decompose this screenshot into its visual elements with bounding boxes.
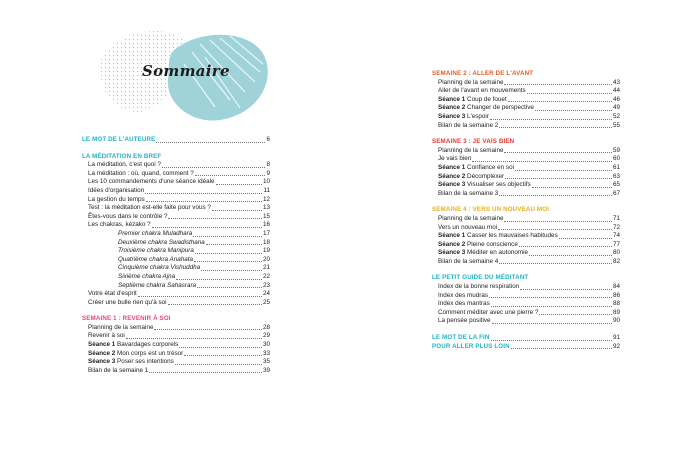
page-number: 28 <box>262 323 270 331</box>
entry-label: Séance 2 Mon corps est un trésor <box>88 349 184 357</box>
toc-row[interactable] <box>438 258 620 267</box>
dot-leader <box>504 152 612 153</box>
page-number: 90 <box>612 317 620 325</box>
dot-leader <box>504 221 612 222</box>
entry-label: Planning de la semaine <box>438 146 504 154</box>
entry-label: Séance 1 Confiance en soi <box>438 163 514 171</box>
page-number: 30 <box>262 341 270 349</box>
page-number: 15 <box>262 212 270 220</box>
entry-label: La gestion du temps <box>88 195 145 203</box>
page-number: 22 <box>262 272 270 280</box>
dot-leader <box>532 187 612 188</box>
entry-label: Séance 3 Méditer en autonomie <box>438 249 528 257</box>
entry-label: Séance 1 Coup de fouet <box>438 95 507 103</box>
section-title: LE MOT DE LA FIN <box>432 334 490 342</box>
dot-leader <box>505 178 612 179</box>
dot-leader <box>146 201 262 202</box>
entry-label: Sixième chakra Ajna <box>118 272 176 280</box>
toc-row[interactable] <box>88 299 270 308</box>
toc-section-week4 <box>432 206 620 266</box>
toc-row[interactable] <box>432 334 620 343</box>
toc-row-chakra[interactable] <box>88 239 270 248</box>
page-number: 18 <box>262 238 270 246</box>
dot-leader <box>195 175 266 176</box>
toc-row[interactable] <box>88 341 270 350</box>
entry-label: Séance 2 Changer de perspective <box>438 104 534 112</box>
toc-row[interactable] <box>88 332 270 341</box>
section-items <box>82 324 270 376</box>
entry-label: La pensée positive <box>438 317 491 325</box>
toc-row[interactable] <box>438 173 620 182</box>
entry-label: Comment méditer avec une pierre ? <box>438 308 539 316</box>
entry-label: Votre état d'esprit <box>88 290 137 298</box>
toc-row[interactable] <box>88 196 270 205</box>
entry-label: Les chakras, kézako ? <box>88 221 151 229</box>
page-number: 65 <box>612 181 620 189</box>
toc-row[interactable] <box>88 221 270 230</box>
entry-label: Idées d'organisation <box>88 186 145 194</box>
right-page <box>350 0 700 450</box>
page-number: 19 <box>262 247 270 255</box>
dot-leader <box>519 246 612 247</box>
page-number: 39 <box>262 366 270 374</box>
page-number: 59 <box>612 146 620 154</box>
toc-row[interactable] <box>88 161 270 170</box>
toc-section-guide <box>432 274 620 326</box>
toc-row-chakra[interactable] <box>88 256 270 265</box>
dot-leader <box>201 270 262 271</box>
toc-row-chakra[interactable] <box>88 273 270 282</box>
dot-leader <box>491 306 612 307</box>
page-number: 86 <box>612 291 620 299</box>
entry-label: La méditation, c'est quoi ? <box>88 161 161 169</box>
toc-row[interactable] <box>438 190 620 199</box>
entry-label: Troisième chakra Manipura <box>118 247 194 255</box>
section-items <box>432 79 620 131</box>
entry-label: Test : la méditation est-elle faite pour vous ? <box>88 204 211 212</box>
page-number: 89 <box>612 308 620 316</box>
section-title: LE MOT DE L'AUTEURE <box>82 136 156 143</box>
entry-label: Planning de la semaine <box>438 214 504 222</box>
entry-label: Revenir à soi <box>88 332 125 340</box>
dot-leader <box>175 364 262 365</box>
page-number: 77 <box>612 240 620 248</box>
page-number: 9 <box>266 169 270 177</box>
toc-row[interactable] <box>438 96 620 105</box>
section-title: SEMAINE 1 : REVENIR À SOI <box>82 315 171 323</box>
toc-row[interactable] <box>88 187 270 196</box>
entry-label: Séance 1 Bavardages corporels <box>88 341 179 349</box>
toc-row-chakra[interactable] <box>88 247 270 256</box>
dot-leader <box>184 355 262 356</box>
toc-row[interactable] <box>438 79 620 88</box>
toc-row[interactable] <box>82 136 270 145</box>
dot-leader <box>535 110 612 111</box>
dot-leader <box>529 255 612 256</box>
entry-label: Êtes-vous dans le contrôle ? <box>88 212 168 220</box>
toc-row[interactable] <box>438 232 620 241</box>
dot-leader <box>499 263 612 264</box>
entry-label: Séance 3 Poser ses intentions <box>88 358 174 366</box>
page-number: 25 <box>262 298 270 306</box>
toc-row[interactable] <box>438 87 620 96</box>
dot-leader <box>206 244 262 245</box>
toc-row[interactable] <box>438 147 620 156</box>
toc-row[interactable] <box>438 155 620 164</box>
entry-label: Séance 3 L'espoir <box>438 112 489 120</box>
toc-section-week2 <box>432 70 620 130</box>
section-items <box>432 215 620 267</box>
dot-leader <box>152 227 262 228</box>
toc-row[interactable] <box>438 309 620 318</box>
entry-label: Séance 2 Pleine conscience <box>438 240 518 248</box>
toc-row[interactable] <box>88 213 270 222</box>
dot-leader <box>168 304 262 305</box>
toc-row-chakra[interactable] <box>88 264 270 273</box>
toc-row[interactable] <box>438 224 620 233</box>
dot-leader <box>527 93 612 94</box>
dot-leader <box>145 193 262 194</box>
entry-label: La méditation : où, quand, comment ? <box>88 169 194 177</box>
dot-leader <box>490 119 612 120</box>
dot-leader <box>168 218 262 219</box>
section-items <box>432 147 620 199</box>
entry-label: Créer une bulle rien qu'à soi <box>88 298 167 306</box>
toc-row[interactable] <box>88 178 270 187</box>
page-number: 72 <box>612 223 620 231</box>
dot-leader <box>195 253 262 254</box>
entry-label: Index des mudras <box>438 291 489 299</box>
page-number: 23 <box>262 281 270 289</box>
dot-leader <box>559 238 612 239</box>
section-title: SEMAINE 3 : JE VAIS BIEN <box>432 138 515 146</box>
toc-row[interactable] <box>88 324 270 333</box>
page-number: 84 <box>612 283 620 291</box>
page-title: Sommaire <box>142 62 230 80</box>
dot-leader <box>489 297 612 298</box>
page-number: 35 <box>262 358 270 366</box>
section-title: POUR ALLER PLUS LOIN <box>432 342 510 350</box>
entry-label: Les 10 commandements d'une séance idéale <box>88 178 215 186</box>
toc-row[interactable] <box>438 164 620 173</box>
page-number: 43 <box>612 78 620 86</box>
toc-row[interactable] <box>88 367 270 376</box>
section-items <box>432 283 620 326</box>
toc-row[interactable] <box>438 104 620 113</box>
toc-row[interactable] <box>438 215 620 224</box>
dot-leader <box>149 372 262 373</box>
toc-section-meditation <box>82 153 270 308</box>
entry-label: Bilan de la semaine 4 <box>438 257 499 265</box>
page-number: 88 <box>612 300 620 308</box>
page-number: 74 <box>612 232 620 240</box>
dot-leader <box>126 338 262 339</box>
page-number: 55 <box>612 121 620 129</box>
dot-leader <box>176 279 262 280</box>
toc-left <box>82 136 270 383</box>
page-number: 6 <box>266 136 270 143</box>
entry-label: Aller de l'avant en mouvements <box>438 87 526 95</box>
entry-label: Planning de la semaine <box>88 323 154 331</box>
page-number: 49 <box>612 104 620 112</box>
toc-row[interactable] <box>438 300 620 309</box>
page-number: 71 <box>612 214 620 222</box>
entry-label: Deuxième chakra Swadisthana <box>118 238 205 246</box>
dot-leader <box>498 229 612 230</box>
page-number: 44 <box>612 87 620 95</box>
entry-label: Index de la bonne respiration <box>438 283 520 291</box>
page-number: 13 <box>262 204 270 212</box>
page-number: 16 <box>262 221 270 229</box>
dot-leader <box>520 289 612 290</box>
dot-leader <box>472 161 612 162</box>
entry-label: Cinquième chakra Vishuddha <box>118 264 201 272</box>
page-number: 8 <box>266 161 270 169</box>
toc-row[interactable] <box>88 170 270 179</box>
page-number: 91 <box>612 334 620 342</box>
dot-leader <box>499 127 612 128</box>
page-number: 63 <box>612 172 620 180</box>
page-number: 24 <box>262 290 270 298</box>
entry-label: Je vais bien <box>438 155 472 163</box>
toc-row[interactable] <box>438 283 620 292</box>
entry-label: Bilan de la semaine 2 <box>438 121 499 129</box>
toc-row[interactable] <box>88 290 270 299</box>
toc-row[interactable] <box>438 317 620 326</box>
toc-row-chakra[interactable] <box>88 282 270 291</box>
toc-section-week3 <box>432 138 620 198</box>
entry-label: Bilan de la semaine 1 <box>88 366 149 374</box>
page-number: 11 <box>263 186 270 194</box>
dot-leader <box>491 340 612 341</box>
dot-leader <box>197 287 262 288</box>
page-number: 67 <box>612 189 620 197</box>
toc-row[interactable] <box>438 181 620 190</box>
dot-leader <box>515 170 612 171</box>
entry-label: Septième chakra Sahasrara <box>118 281 197 289</box>
toc-right <box>432 70 620 359</box>
entry-label: Planning de la semaine <box>438 78 504 86</box>
entry-label: Premier chakra Muladhara <box>118 229 193 237</box>
toc-row[interactable] <box>438 249 620 258</box>
page-number: 46 <box>612 95 620 103</box>
section-title: SEMAINE 4 : VERS UN NOUVEAU MOI <box>432 206 550 214</box>
page-number: 61 <box>612 163 620 171</box>
dot-leader <box>162 167 266 168</box>
page-number: 10 <box>262 178 270 186</box>
page-number: 17 <box>262 229 270 237</box>
dot-leader <box>179 347 262 348</box>
dot-leader <box>492 323 612 324</box>
page-number: 52 <box>612 112 620 120</box>
dot-leader <box>138 296 262 297</box>
page-number: 12 <box>262 195 270 203</box>
dot-leader <box>194 261 262 262</box>
toc-row[interactable] <box>438 113 620 122</box>
toc-row[interactable] <box>438 241 620 250</box>
section-title: LA MÉDITATION EN BREF <box>82 152 162 160</box>
toc-section-intro <box>82 136 270 145</box>
entry-label: Séance 3 Visualiser ses objectifs <box>438 181 531 189</box>
entry-label: Séance 2 Décomplexer <box>438 172 505 180</box>
section-items <box>82 161 270 307</box>
page-number: 80 <box>612 249 620 257</box>
dot-leader <box>504 84 612 85</box>
dot-leader <box>156 142 265 143</box>
toc-row[interactable] <box>88 358 270 367</box>
entry-label: Séance 1 Casser les mauvaises habitudes <box>438 232 558 240</box>
entry-label: Bilan de la semaine 3 <box>438 189 499 197</box>
page-number: 60 <box>612 155 620 163</box>
toc-row[interactable] <box>432 343 620 352</box>
page-number: 20 <box>262 255 270 263</box>
toc-row[interactable] <box>438 122 620 131</box>
dot-leader <box>539 314 612 315</box>
dot-leader <box>511 348 612 349</box>
dot-leader <box>154 329 262 330</box>
toc-section-end <box>432 334 620 351</box>
page-number: 21 <box>262 264 270 272</box>
section-title: SEMAINE 2 : ALLER DE L'AVANT <box>432 70 534 77</box>
section-title: LE PETIT GUIDE DU MÉDITANT <box>432 274 529 282</box>
entry-label: Index des mantras <box>438 300 490 308</box>
toc-row[interactable] <box>88 350 270 359</box>
toc-row[interactable] <box>88 204 270 213</box>
toc-row[interactable] <box>438 292 620 301</box>
page-number: 29 <box>262 332 270 340</box>
entry-label: Vers un nouveau moi <box>438 223 498 231</box>
toc-row-chakra[interactable] <box>88 230 270 239</box>
toc-section-week1 <box>82 315 270 375</box>
dot-leader <box>212 210 262 211</box>
dot-leader <box>216 184 262 185</box>
page-number: 92 <box>612 342 620 350</box>
dot-leader <box>499 195 612 196</box>
entry-label: Quatrième chakra Anahata <box>118 255 194 263</box>
dot-leader <box>193 236 262 237</box>
page-number: 33 <box>262 349 270 357</box>
dot-leader <box>508 101 612 102</box>
page-number: 82 <box>612 257 620 265</box>
